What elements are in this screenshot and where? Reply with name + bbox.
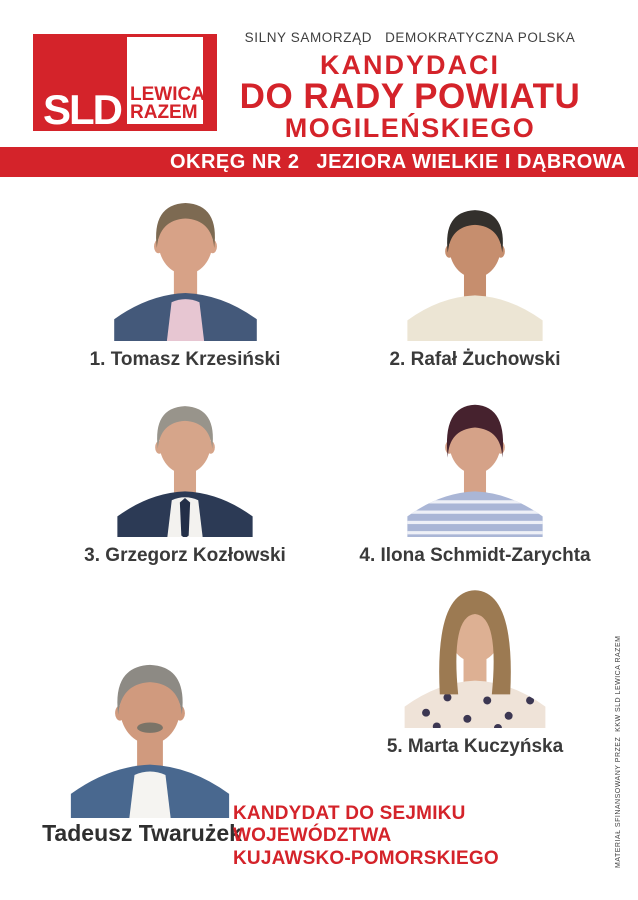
candidate-name: 1. Tomasz Krzesiński — [89, 349, 281, 370]
title-do-rady-powiatu: DO RADY POWIATU — [239, 77, 581, 117]
candidate-card — [20, 186, 350, 371]
header — [230, 30, 590, 143]
logo-razem-text: RAZEM — [130, 102, 198, 124]
slogan-demokratyczna-polska: DEMOKRATYCZNA POLSKA — [385, 30, 576, 45]
candidate-card — [330, 575, 620, 758]
title-mogilenskiego: MOGILEŃSKIEGO — [284, 113, 536, 144]
slogan-line — [230, 30, 590, 45]
sejmik-caption-line1: KANDYDAT DO SEJMIKU WOJEWÓDZTWA — [233, 803, 466, 847]
candidate-photo — [97, 186, 274, 341]
sejmik-candidate-name: Tadeusz Twarużek — [42, 820, 242, 846]
candidate-photo — [389, 575, 561, 728]
candidate-card — [330, 194, 620, 371]
slogan-silny-samorzad: SILNY SAMORZĄD — [244, 30, 373, 45]
logo-lewica-text: LEWICA — [130, 83, 205, 105]
sld-logo-white-panel — [127, 37, 203, 124]
funding-note: MATERIAŁ SFINANSOWANY PRZEZ KKW SLD LEWICA RAZEM — [615, 635, 622, 868]
candidate-name: 4. Ilona Schmidt-Zarychta — [359, 545, 591, 566]
district-banner — [0, 147, 638, 177]
sejmik-caption-line2: KUJAWSKO-POMORSKIEGO — [233, 847, 499, 869]
candidate-name: 5. Marta Kuczyńska — [386, 736, 564, 757]
sld-logo-text: SLD — [43, 86, 121, 133]
title-kandydaci: KANDYDACI — [320, 50, 500, 80]
sejmik-candidate-photo — [64, 640, 236, 818]
candidate-photo — [103, 390, 267, 537]
sld-logo — [33, 34, 217, 131]
candidate-photo — [399, 194, 551, 341]
candidate-card — [20, 390, 350, 567]
candidate-card — [330, 390, 620, 567]
sejmik-caption — [233, 803, 573, 870]
candidate-name: 2. Rafał Żuchowski — [389, 349, 561, 370]
candidate-name: 3. Grzegorz Kozłowski — [84, 545, 286, 566]
banner-district-number: OKRĘG NR 2 — [169, 150, 300, 173]
candidate-photo — [390, 390, 560, 537]
banner-district-area: JEZIORA WIELKIE I DĄBROWA — [316, 150, 626, 173]
